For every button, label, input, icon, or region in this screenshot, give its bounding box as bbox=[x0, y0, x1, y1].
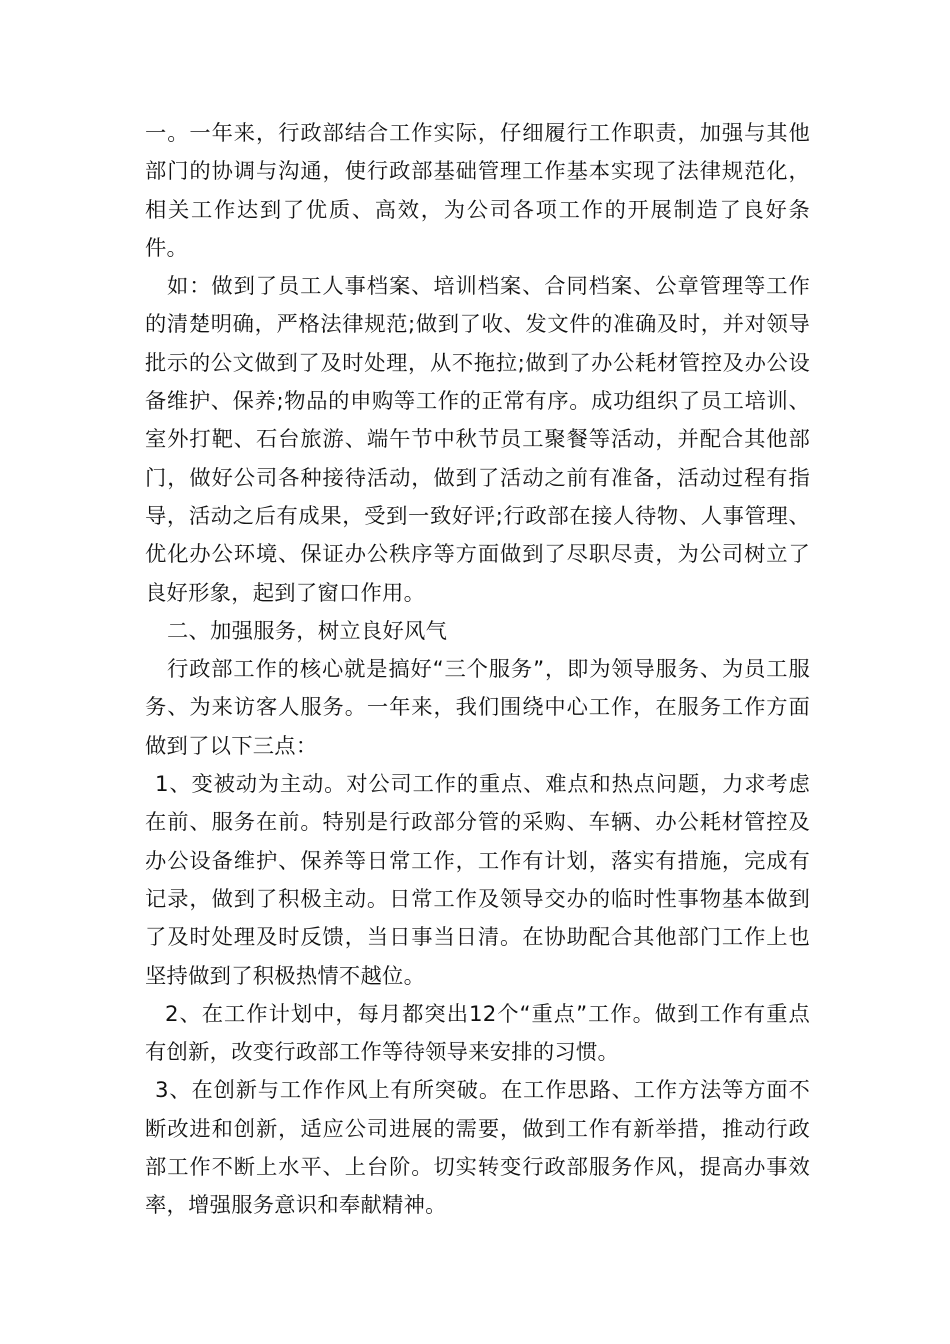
paragraph-three-services: 行政部工作的核心就是搞好“三个服务”，即为领导服务、为员工服务、为来访客人服务。一年来，我们围绕中心工作，在服务工作方面做到了以下三点： bbox=[145, 657, 810, 759]
paragraph-intro: 一。一年来，行政部结合工作实际，仔细履行工作职责，加强与其他部门的协调与沟通，使行政部基础管理工作基本实现了法律规范化，相关工作达到了优质、高效，为公司各项工作的开展制造了良好条件。 bbox=[145, 121, 810, 261]
section-heading-service: 二、加强服务，树立良好风气 bbox=[167, 618, 448, 644]
list-item-3: 3、在创新与工作作风上有所突破。在工作思路、工作方法等方面不断改进和创新，适应公司进展的需要，做到工作有新举措，推动行政部工作不断上水平、上台阶。切实转变行政部服务作风，提高办事效率，增强服务意识和奉献精神。 bbox=[145, 1078, 810, 1219]
paragraph-examples: 如：做到了员工人事档案、培训档案、合同档案、公章管理等工作的清楚明确，严格法律规范;做到了收、发文件的准确及时，并对领导批示的公文做到了及时处理，从不拖拉;做到了办公耗材管控及办公设备维护、保养;物品的申购等工作的正常有序。成功组织了员工培训、室外打靶、石台旅游、端午节中秋节员工聚餐等活动，并配合其他部门，做好公司各种接待活动，做到了活动之前有准备，活动过程有指导，活动之后有成果，受到一致好评;行政部在接人待物、人事管理、优化办公环境、保证办公秩序等方面做到了尽职尽责，为公司树立了良好形象，起到了窗口作用。 bbox=[145, 274, 810, 606]
list-item-1: 1、变被动为主动。对公司工作的重点、难点和热点问题，力求考虑在前、服务在前。特别是行政部分管的采购、车辆、办公耗材管控及办公设备维护、保养等日常工作，工作有计划，落实有措施，完成有记录，做到了积极主动。日常工作及领导交办的临时性事物基本做到了及时处理及时反馈，当日事当日清。在协助配合其他部门工作上也坚持做到了积极热情不越位。 bbox=[145, 772, 810, 989]
list-item-2: 2、在工作计划中，每月都突出12个“重点”工作。做到工作有重点有创新，改变行政部工作等待领导来安排的习惯。 bbox=[145, 1001, 810, 1066]
document-body bbox=[145, 115, 810, 1226]
